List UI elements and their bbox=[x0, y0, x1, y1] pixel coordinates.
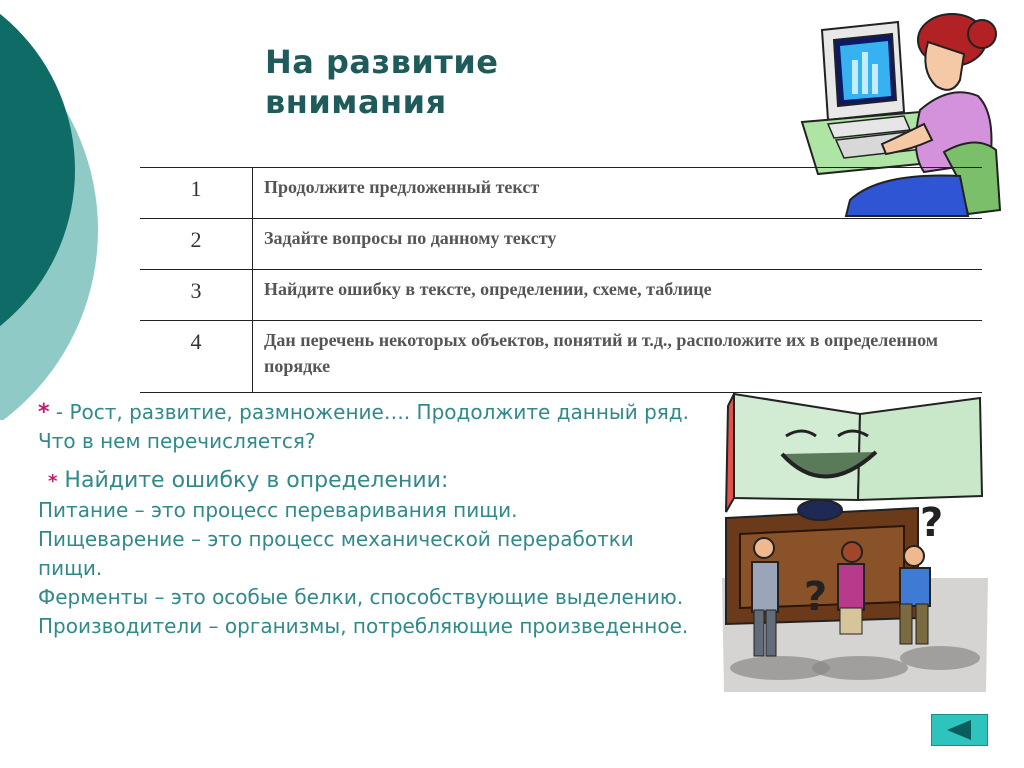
exercise-1-text: - Рост, развитие, размножение…. Продолжите данный ряд. Что в нем перечисляется? bbox=[38, 400, 689, 453]
bullet-star: * bbox=[48, 471, 58, 492]
definition-item: Производители – организмы, потребляющие произведенное. bbox=[38, 614, 689, 638]
exercise-2-heading-text: Найдите ошибку в определении: bbox=[57, 468, 449, 493]
decor-circles bbox=[0, 0, 140, 420]
back-arrow-icon bbox=[947, 720, 971, 740]
row-number: 4 bbox=[140, 321, 253, 393]
row-number: 1 bbox=[140, 168, 253, 219]
book-lecturer-clipart-icon bbox=[720, 388, 990, 694]
table-row bbox=[140, 219, 982, 270]
tasks-table bbox=[140, 167, 982, 393]
row-number: 2 bbox=[140, 219, 253, 270]
table-row bbox=[140, 270, 982, 321]
svg-text:?: ? bbox=[804, 574, 828, 620]
row-text: Найдите ошибку в тексте, определении, схеме, таблице bbox=[253, 270, 983, 321]
table-row bbox=[140, 168, 982, 219]
definition-item: Пищеварение – это процесс механической переработки пищи. bbox=[38, 527, 634, 580]
definition-item: Ферменты – это особые белки, способствующие выделению. bbox=[38, 585, 684, 609]
row-number: 3 bbox=[140, 270, 253, 321]
title-line-2: внимания bbox=[265, 83, 447, 121]
back-button[interactable] bbox=[931, 714, 988, 746]
page-title bbox=[265, 42, 498, 122]
definition-item: Питание – это процесс переваривания пищи. bbox=[38, 498, 518, 522]
table-row bbox=[140, 321, 982, 393]
exercise-text bbox=[38, 398, 698, 641]
row-text: Дан перечень некоторых объектов, понятий и т.д., расположите их в определенном порядке bbox=[253, 321, 983, 393]
exercise-2-heading bbox=[38, 466, 698, 496]
bullet-star: * bbox=[38, 400, 50, 425]
title-line-1: На развитие bbox=[265, 43, 499, 81]
row-text: Задайте вопросы по данному тексту bbox=[253, 219, 983, 270]
svg-text:?: ? bbox=[920, 500, 944, 546]
row-text: Продолжите предложенный текст bbox=[253, 168, 983, 219]
exercise-1 bbox=[38, 398, 698, 456]
